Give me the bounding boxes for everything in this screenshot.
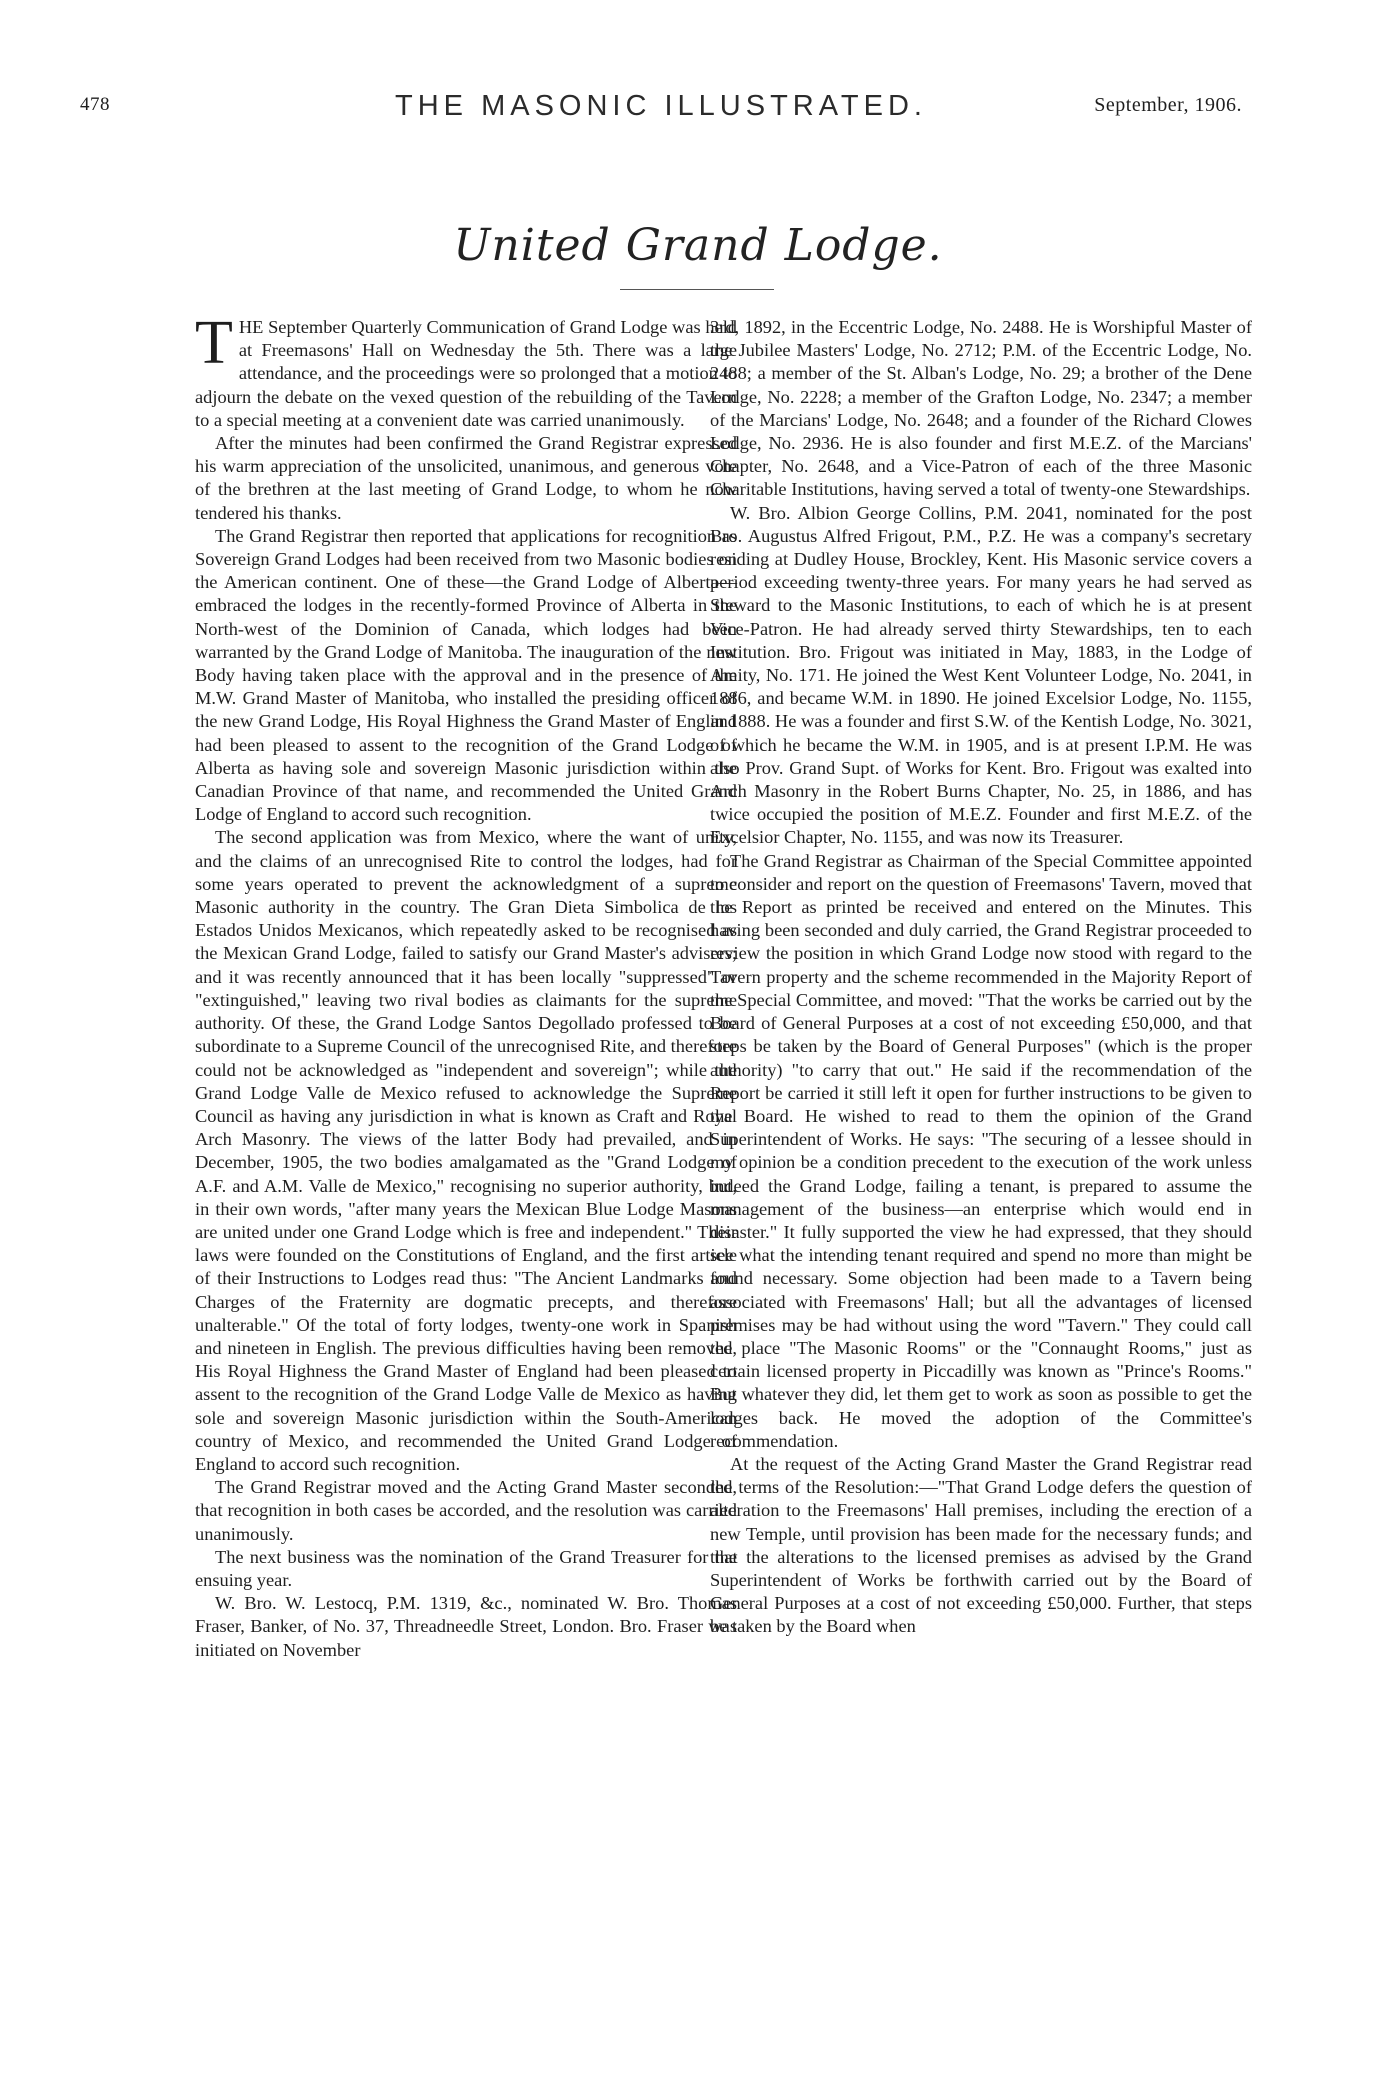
paragraph: At the request of the Acting Grand Master the Grand Registrar read the terms of the Resolution:—"That Grand Lodge defers the question of alteration to the Freemasons' Hall premises, including the erection of a new Temple, until provision has been made for the necessary funds; and that the alterations to the licensed premises as advised by the Grand Superintendent of Works be forthwith carried out by the Board of General Purposes at a cost of not exceeding £50,000. Further, that steps be taken by the Board when xyxy=(710,1453,1252,1637)
paragraph: The Grand Registrar moved and the Acting Grand Master seconded, that recognition in both cases be accorded, and the resolution was carried unanimously. xyxy=(195,1477,737,1544)
page-header xyxy=(80,90,1242,128)
left-column xyxy=(195,309,737,1662)
drop-cap: T xyxy=(195,309,233,377)
journal-title: THE MASONIC ILLUSTRATED. xyxy=(395,90,927,122)
paragraph: The second application was from Mexico, where the want of unity, and the claims of an unrecognised Rite to control the lodges, had for some years operated to prevent the acknowledgment of a supreme Masonic authority in the country. The Gran Dieta Simbolica de los Estados Unidos Mexicanos, which repeatedly asked to be recognised as the Mexican Grand Lodge, failed to satisfy our Grand Master's advisers; and it was recently announced that it has been locally "suppressed" or "extinguished," leaving two rival bodies as claimants for the supreme authority. Of these, the Grand Lodge Santos Degollado professed to be subordinate to a Supreme Council of the unrecognised Rite, and therefore could not be acknowledged as "independent and sovereign"; while the Grand Lodge Valle de Mexico refused to acknowledge the Supreme Council as having any jurisdiction in what is known as Craft and Royal Arch Masonry. The views of the latter Body had prevailed, and in December, 1905, the two bodies amalgamated as the "Grand Lodge of A.F. and A.M. Valle de Mexico," recognising no superior authority, but, in their own words, "after many years the Mexican Blue Lodge Masons are united under one Grand Lodge which is free and independent." Their laws were founded on the Constitutions of England, and the first article of their Instructions to Lodges read thus: "The Ancient Landmarks and Charges of the Fraternity are dogmatic precepts, and therefore unalterable." Of the total of forty lodges, twenty-one work in Spanish and nineteen in English. The previous difficulties having been removed, His Royal Highness the Grand Master of England had been pleased to assent to the recognition of the Grand Lodge Valle de Mexico as having sole and sovereign Masonic jurisdiction within the South-American country of Mexico, and recommended the United Grand Lodge of England to accord such recognition. xyxy=(195,827,737,1474)
paragraph: W. Bro. Albion George Collins, P.M. 2041, nominated for the post Bro. Augustus Alfred Frigout, P.M., P.Z. He was a company's secretary residing at Dudley House, Brockley, Kent. His Masonic service covers a period exceeding twenty-three years. For many years he had served as Steward to the Masonic Institutions, to each of which he is at present Vice-Patron. He had already served thirty Stewardships, ten to each Institution. Bro. Frigout was initiated in May, 1883, in the Lodge of Amity, No. 171. He joined the West Kent Volunteer Lodge, No. 2041, in 1886, and became W.M. in 1890. He joined Excelsior Lodge, No. 1155, in 1888. He was a founder and first S.W. of the Kentish Lodge, No. 3021, of which he became the W.M. in 1905, and is at present I.P.M. He was also Prov. Grand Supt. of Works for Kent. Bro. Frigout was exalted into Arch Masonry in the Robert Burns Chapter, No. 25, in 1886, and has twice occupied the position of M.E.Z. Founder and first M.E.Z. of the Excelsior Chapter, No. 1155, and was now its Treasurer. xyxy=(710,502,1252,848)
page-number: 478 xyxy=(80,94,110,115)
article-title: United Grand Lodge. xyxy=(453,220,943,271)
paragraph: The Grand Registrar as Chairman of the Special Committee appointed to consider and report on the question of Freemasons' Tavern, moved that the Report as printed be received and entered on the Minutes. This having been seconded and duly carried, the Grand Registrar proceeded to review the position in which Grand Lodge now stood with regard to the Tavern property and the scheme recommended in the Majority Report of the Special Committee, and moved: "That the works be carried out by the Board of General Purposes at a cost of not exceeding £50,000, and that steps be taken by the Board of General Purposes" (which is the proper authority) "to carry that out." He said if the recommendation of the Report be carried it still left it open for further instructions to be given to the Board. He wished to read to them the opinion of the Grand Superintendent of Works. He says: "The securing of a lessee should in my opinion be a condition precedent to the execution of the work unless indeed the Grand Lodge, failing a tenant, is prepared to assume the management of the business—an enterprise which would end in disaster." It fully supported the view he had expressed, that they should see what the intending tenant required and spend no more than might be found necessary. Some objection had been made to a Tavern being associated with Freemasons' Hall; but all the advantages of licensed premises may be had without using the word "Tavern." They could call the place "The Masonic Rooms" or the "Connaught Rooms," just as certain licensed property in Piccadilly was known as "Prince's Rooms." But whatever they did, let them get to work as soon as possible to get the lodges back. He moved the adoption of the Committee's recommendation. xyxy=(710,850,1252,1451)
paragraph: The next business was the nomination of the Grand Treasurer for the ensuing year. xyxy=(195,1546,737,1590)
paragraph-text: HE September Quarterly Communication of Grand Lodge was held at Freemasons' Hall on Wednesday the 5th. There was a large attendance, and the proceedings were so prolonged that a motion to adjourn the debate on the vexed question of the rebuilding of the Tavern to a special meeting at a convenient date was carried unanimously. xyxy=(195,317,737,430)
title-divider xyxy=(620,289,774,290)
paragraph xyxy=(195,309,737,432)
paragraph: W. Bro. W. Lestocq, P.M. 1319, &c., nominated W. Bro. Thomas Fraser, Banker, of No. 37, Threadneedle Street, London. Bro. Fraser was initiated on November xyxy=(195,1593,737,1660)
paragraph: The Grand Registrar then reported that applications for recognition as Sovereign Grand Lodges had been received from two Masonic bodies on the American continent. One of these—the Grand Lodge of Alberta—embraced the lodges in the recently-formed Province of Alberta in the North-west of the Dominion of Canada, which lodges had been warranted by the Grand Lodge of Manitoba. The inauguration of the new Body having taken place with the approval and in the presence of the M.W. Grand Master of Manitoba, who installed the presiding officer of the new Grand Lodge, His Royal Highness the Grand Master of England had been pleased to assent to the recognition of the Grand Lodge of Alberta as having sole and sovereign Masonic jurisdiction within the Canadian Province of that name, and recommended the United Grand Lodge of England to accord such recognition. xyxy=(195,525,737,825)
paragraph: After the minutes had been confirmed the Grand Registrar expressed his warm appreciation of the unsolicited, unanimous, and generous vote of the brethren at the last meeting of Grand Lodge, to whom he now tendered his thanks. xyxy=(195,433,737,523)
issue-date: September, 1906. xyxy=(1094,94,1242,116)
right-column xyxy=(710,316,1252,1639)
paragraph: 3rd, 1892, in the Eccentric Lodge, No. 2488. He is Worshipful Master of the Jubilee Masters' Lodge, No. 2712; P.M. of the Eccentric Lodge, No. 2488; a member of the St. Alban's Lodge, No. 29; a brother of the Dene Lodge, No. 2228; a member of the Grafton Lodge, No. 2347; a member of the Marcians' Lodge, No. 2648; and a founder of the Richard Clowes Lodge, No. 2936. He is also founder and first M.E.Z. of the Marcians' Chapter, No. 2648, and a Vice-Patron of each of the three Masonic Charitable Institutions, having served a total of twenty-one Stewardships. xyxy=(710,317,1252,500)
